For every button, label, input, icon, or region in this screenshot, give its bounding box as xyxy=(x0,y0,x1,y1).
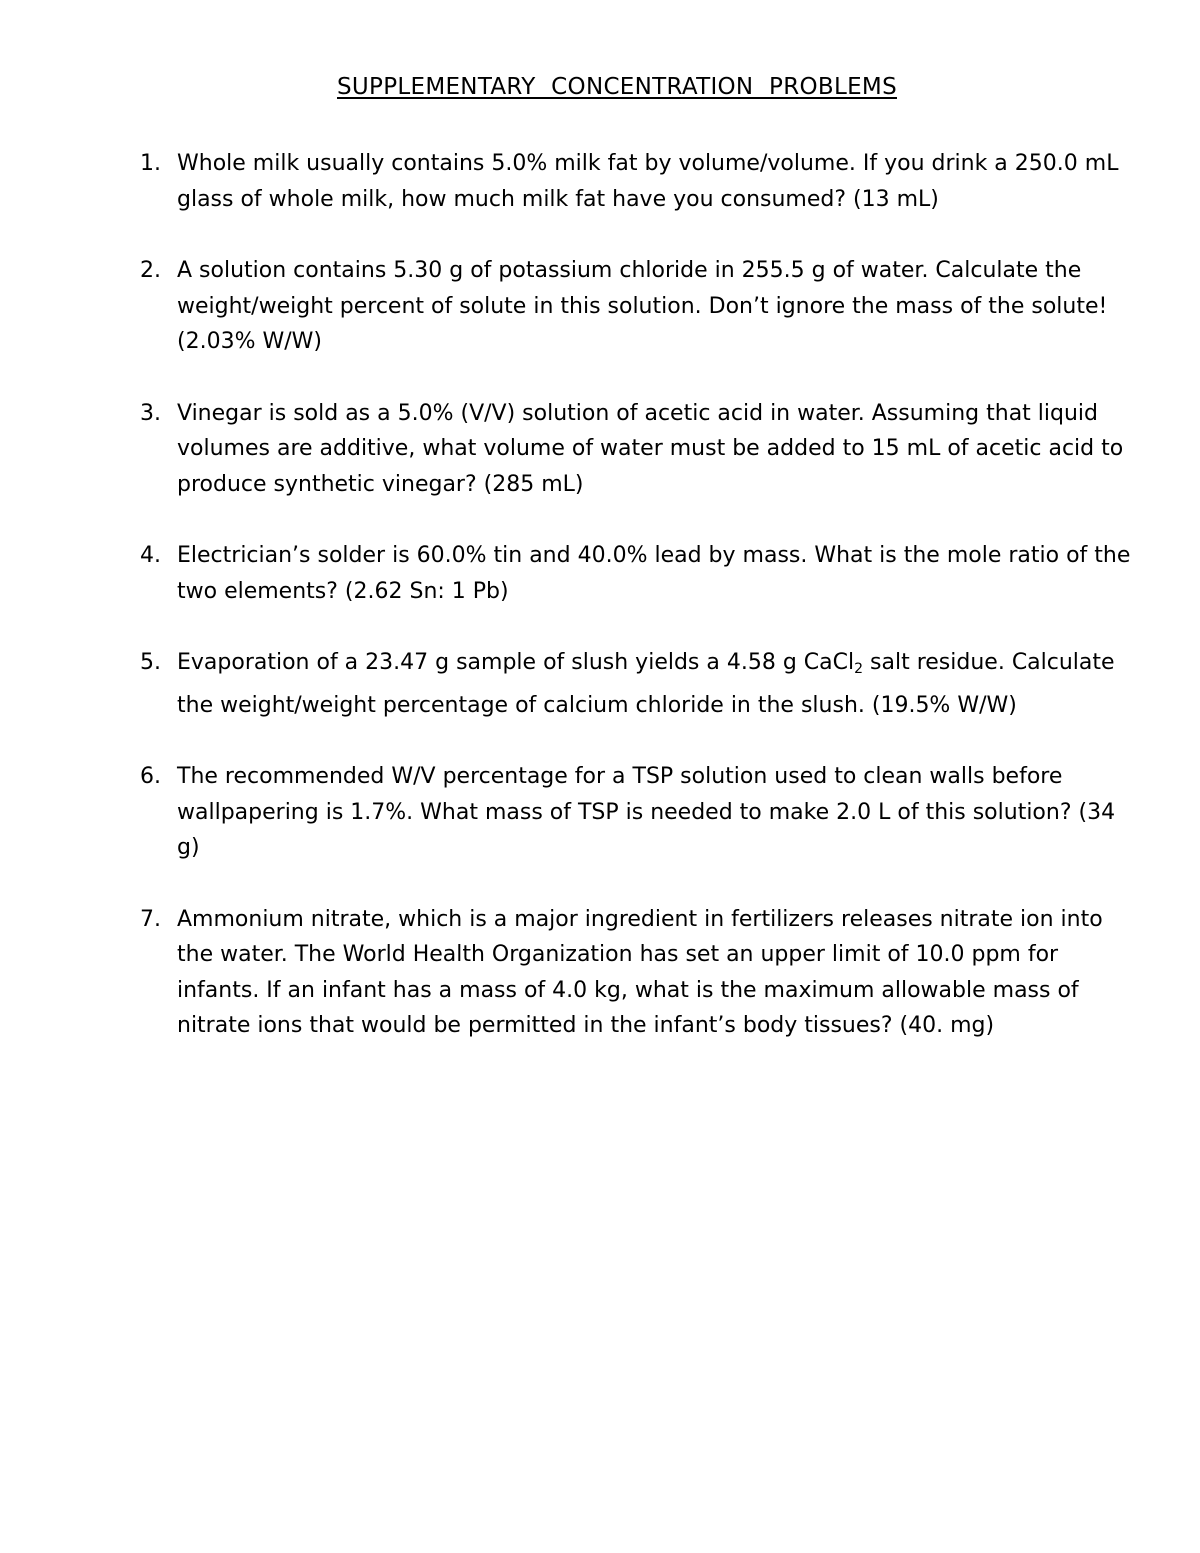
problem-text xyxy=(177,645,1140,723)
problem-number: 4. xyxy=(140,543,161,568)
problem-item xyxy=(140,538,1140,609)
chemical-subscript: 2 xyxy=(854,661,864,677)
problem-item xyxy=(140,396,1140,503)
problem-number: 6. xyxy=(140,764,161,789)
problem-text-before: Evaporation of a 23.47 g sample of slush yields a 4.58 g CaCl xyxy=(177,650,855,675)
problem-item xyxy=(140,902,1140,1044)
problem-text: Vinegar is sold as a 5.0% (V/V) solution of acetic acid in water. Assuming that liquid volumes are additive, what volume of water must be added to 15 mL of acetic acid to produce synthetic vinegar? (285 mL) xyxy=(177,400,1124,497)
problem-number: 3. xyxy=(140,400,161,426)
problem-item xyxy=(140,645,1140,723)
problem-number: 2. xyxy=(140,258,161,283)
page-title: SUPPLEMENTARY CONCENTRATION PROBLEMS xyxy=(337,74,897,100)
problem-text: Electrician’s solder is 60.0% tin and 40.0% lead by mass. What is the mole ratio of the two elements? (2.62 Sn: 1 Pb) xyxy=(177,543,1131,604)
problem-number: 5. xyxy=(140,650,161,675)
problem-text: Whole milk usually contains 5.0% milk fat by volume/volume. If you drink a 250.0 mL glass of whole milk, how much milk fat have you consumed? (13 mL) xyxy=(177,151,1119,212)
problem-text: The recommended W/V percentage for a TSP solution used to clean walls before wallpapering is 1.7%. What mass of TSP is needed to make 2.0 L of this solution? (34 g) xyxy=(177,764,1116,860)
problem-item xyxy=(140,253,1140,360)
problem-number: 7. xyxy=(140,906,161,932)
problem-item xyxy=(140,146,1140,217)
problem-item xyxy=(140,759,1140,866)
problem-text-after: salt residue. Calculate the weight/weight percentage of calcium chloride in the slush. (19.5% W/W) xyxy=(177,650,1115,718)
problem-text: A solution contains 5.30 g of potassium chloride in 255.5 g of water. Calculate the weight/weight percent of solute in this solution. Don’t ignore the mass of the solute! (2.03% W/W) xyxy=(177,258,1108,354)
problem-text: Ammonium nitrate, which is a major ingredient in fertilizers releases nitrate ion into the water. The World Health Organization has set an upper limit of 10.0 ppm for infants. If an infant has a mass of 4.0 kg, what is the maximum allowable mass of nitrate ions that would be permitted in the infant’s body tissues? (40. mg) xyxy=(177,906,1103,1038)
problem-number: 1. xyxy=(140,151,161,176)
problem-list xyxy=(140,146,1140,1080)
